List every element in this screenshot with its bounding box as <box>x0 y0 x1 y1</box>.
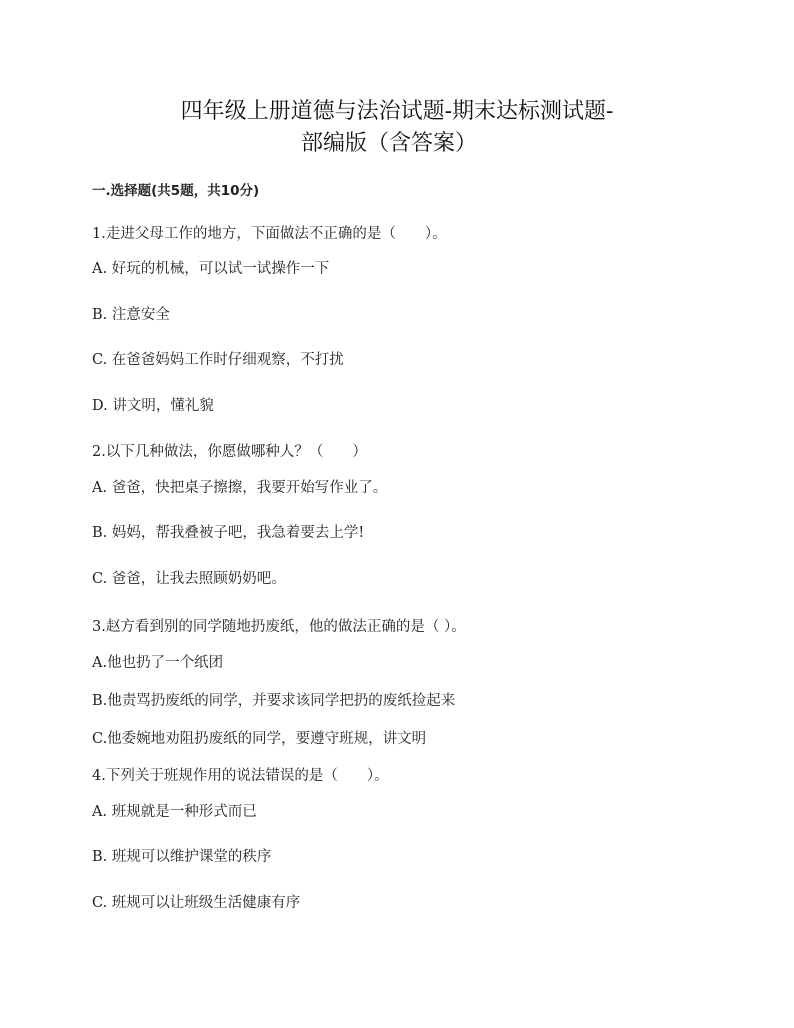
document-title-line1: 四年级上册道德与法治试题-期末达标测试题- <box>180 99 614 124</box>
question-2-option-c: C. 爸爸，让我去照顾奶奶吧。 <box>92 571 286 587</box>
question-1-option-b: B. 注意安全 <box>92 307 170 323</box>
question-3-option-b: B.他责骂扔废纸的同学，并要求该同学把扔的废纸捡起来 <box>92 693 456 709</box>
document-title-line2: 部编版（含答案） <box>300 131 477 156</box>
question-2-option-b: B. 妈妈，帮我叠被子吧，我急着要去上学! <box>92 525 365 541</box>
question-1-option-d: D. 讲文明，懂礼貌 <box>92 398 214 414</box>
question-1-stem: 1.走进父母工作的地方，下面做法不正确的是（ ）。 <box>92 226 447 242</box>
question-2-option-a: A. 爸爸，快把桌子擦擦，我要开始写作业了。 <box>92 480 388 496</box>
question-3-option-a: A.他也扔了一个纸团 <box>92 655 224 671</box>
section-heading: 一.选择题(共5题，共10分) <box>92 183 260 199</box>
question-1-option-c: C. 在爸爸妈妈工作时仔细观察，不打扰 <box>92 352 344 368</box>
question-4-option-c: C. 班规可以让班级生活健康有序 <box>92 895 301 911</box>
question-4-stem: 4.下列关于班规作用的说法错误的是（ ）。 <box>92 768 389 784</box>
question-3-option-c: C.他委婉地劝阻扔废纸的同学，要遵守班规，讲文明 <box>92 731 427 747</box>
question-4-option-b: B. 班规可以维护课堂的秩序 <box>92 849 272 865</box>
question-1-option-a: A. 好玩的机械，可以试一试操作一下 <box>92 261 330 277</box>
question-3-stem: 3.赵方看到别的同学随地扔废纸，他的做法正确的是（ ）。 <box>92 619 466 635</box>
question-2-stem: 2.以下几种做法，你愿做哪种人？（ ） <box>92 444 367 460</box>
question-4-option-a: A. 班规就是一种形式而已 <box>92 804 257 820</box>
